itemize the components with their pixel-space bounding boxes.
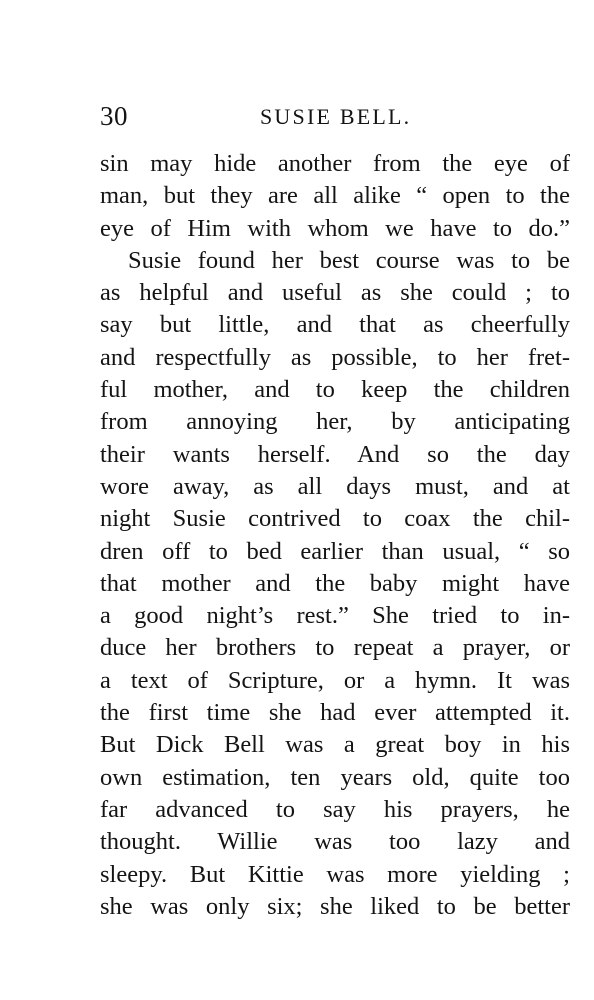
text-line: their wants herself. And so the day (100, 440, 570, 468)
text-line: dren off to bed earlier than usual, “ so (100, 537, 570, 565)
text-line: man, but they are all alike “ open to the (100, 182, 570, 210)
text-line: that mother and the baby might have (100, 569, 570, 597)
running-head (100, 96, 570, 136)
body-text (100, 148, 570, 923)
text-line: from annoying her, by anticipating (100, 408, 570, 436)
text-line: a good night’s rest.” She tried to in- (100, 602, 570, 630)
text-line: as helpful and useful as she could ; to (100, 279, 570, 307)
text-line: Susie found her best course was to be (128, 246, 570, 274)
running-title: SUSIE BELL. (260, 104, 412, 129)
text-line: But Dick Bell was a great boy in his (100, 731, 570, 759)
text-line: the first time she had ever attempted it. (100, 699, 570, 727)
text-line: she was only six; she liked to be better (100, 892, 570, 920)
text-line: sin may hide another from the eye of (100, 150, 570, 177)
text-line: thought. Willie was too lazy and (100, 828, 570, 856)
text-line: own estimation, ten years old, quite too (100, 763, 570, 791)
text-line: ful mother, and to keep the children (100, 376, 570, 404)
text-line: a text of Scripture, or a hymn. It was (100, 666, 570, 694)
text-line: say but little, and that as cheerfully (100, 311, 570, 339)
text-line: far advanced to say his prayers, he (100, 795, 570, 823)
text-line: night Susie contrived to coax the chil- (100, 505, 570, 533)
text-line: wore away, as all days must, and at (100, 472, 570, 500)
text-line: and respectfully as possible, to her fret- (100, 343, 570, 371)
page-number: 30 (100, 101, 128, 131)
text-line: duce her brothers to repeat a prayer, or (100, 634, 570, 662)
text-line: sleepy. But Kittie was more yielding ; (100, 860, 570, 888)
text-line: eye of Him with whom we have to do.” (100, 214, 570, 242)
